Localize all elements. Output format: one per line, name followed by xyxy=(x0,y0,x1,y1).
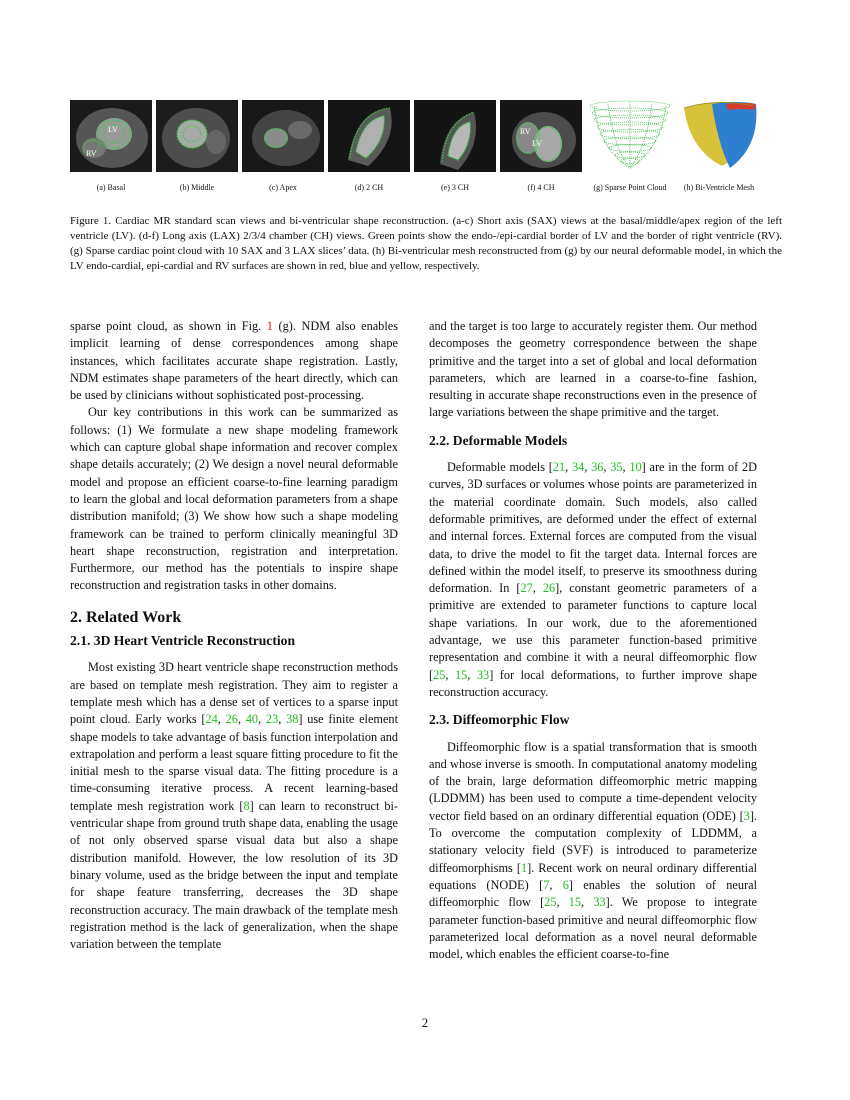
section-heading: 2. Related Work xyxy=(70,608,182,626)
rv-label-4ch: RV xyxy=(520,127,531,136)
citation-link[interactable]: 25 xyxy=(433,667,446,682)
citation-link[interactable]: 33 xyxy=(593,895,606,910)
left-column xyxy=(70,318,398,953)
subcaption-b: (b) Middle xyxy=(179,183,215,192)
mri-middle-image xyxy=(156,100,238,172)
mri-3ch-image xyxy=(414,100,496,172)
citation-link[interactable]: 27 xyxy=(520,581,533,596)
subcaption-f: (f) 4 CH xyxy=(527,183,555,192)
citation-link[interactable]: 3 xyxy=(743,808,750,823)
subcaption-h: (h) Bi-Ventricle Mesh xyxy=(683,183,755,192)
mri-apex-image xyxy=(242,100,324,172)
citation-link[interactable]: 40 xyxy=(245,712,259,727)
subsection-heading: 2.3. Diffeomorphic Flow xyxy=(429,712,570,728)
subsection-heading: 2.1. 3D Heart Ventricle Reconstruction xyxy=(70,633,296,649)
citation-link[interactable]: 23 xyxy=(265,712,279,727)
citation-link[interactable]: 15 xyxy=(568,895,582,910)
paragraph: sparse point cloud, as shown in Fig. 1 (g). NDM also enables implicit learning of dense correspondences among shape instances, which facilitates accurate shape registration. Lastly, NDM estimates shape parameters of the heart directly, which can be used by clinicians without sophisticated post-processing. xyxy=(70,319,398,403)
citation-link[interactable]: 6 xyxy=(562,877,569,892)
citation-link[interactable]: 26 xyxy=(225,712,238,727)
mri-basal-image xyxy=(70,100,152,172)
figure-caption: Figure 1. Cardiac MR standard scan views and bi-ventricular shape reconstruction. (a-c) Short axis (SAX) views at the basal/middle/apex region of the left ventricle (LV). (d-f) Long axis (LAX) 2/3/4 chamber (CH) views. Green points show the endo-/epi-cardial border of LV and the border of right ventricle (RV). (g) Sparse cardiac point cloud with 10 SAX and 3 LAX slices’ data. (h) Bi-ventricular mesh reconstructed from (g) by our neural deformable model, in which the LV endo-cardial, epi-cardial and RV surfaces are shown in red, blue and yellow, respectively. xyxy=(70,215,782,272)
paragraph: Diffeomorphic flow is a spatial transformation that is smooth and whose inverse is smooth. In computational anatomy modeling of the brain, large deformation diffeomorphic metric mapping (LDDMM) has been used to compute a time-dependent velocity vector field based on an ordinary differential equation (ODE) [3]. To overcome the computation complexity of LDDMM, a stationary velocity field (SVF) is introduced to parameterize diffeomorphisms [1]. Recent work on neural ordinary differential equations (NODE) [7, 6] enables the solution of neural diffeomorphic flow [25, 15, 33]. We propose to integrate parameter function-based primitive and neural diffeomorphic flow parameterized local deformation as a novel neural deformable model, which enables the efficient coarse-to-fine xyxy=(429,739,758,962)
citation-link[interactable]: 36 xyxy=(591,460,604,475)
right-column xyxy=(429,318,757,963)
citation-link[interactable]: 24 xyxy=(205,712,218,727)
mri-2ch-image xyxy=(328,100,410,172)
citation-link[interactable]: 1 xyxy=(520,860,528,875)
figure-ref-link[interactable]: 1 xyxy=(266,319,273,333)
citation-link[interactable]: 8 xyxy=(243,798,250,813)
lv-label-4ch: LV xyxy=(532,139,542,148)
subcaption-g: (g) Sparse Point Cloud xyxy=(593,183,667,192)
citation-link[interactable]: 25 xyxy=(544,895,557,910)
citation-link[interactable]: 33 xyxy=(476,667,490,682)
paragraph: Deformable models [21, 34, 36, 35, 10] are in the form of 2D curves, 3D surfaces or volumes whose points are parameterized in the material coordinate domain. Such models, also called deformable primitives, are deformed under the effect of external and internal forces. External forces are computed from the visual data, to drive the model to fit the target data. Internal forces are defined within the model itself, to preserve its smoothness during deformation. In [27, 26], constant geometric parameters of a primitive are extended to parameter functions to capture local shape variations. In our work, due to the aforementioned advantage, we use this parameter function-based primitive representation and combine it with a neural diffeomorphic flow [25, 15, 33] for local deformations, to further improve shape reconstruction accuracy. xyxy=(429,460,758,699)
citation-link[interactable]: 7 xyxy=(543,877,550,892)
figure-1 xyxy=(70,100,780,200)
subcaption-d: (d) 2 CH xyxy=(354,183,384,192)
subcaption-a: (a) Basal xyxy=(96,183,126,192)
citation-link[interactable]: 10 xyxy=(629,460,642,475)
citation-link[interactable]: 34 xyxy=(571,460,585,475)
subcaption-c: (c) Apex xyxy=(269,183,297,192)
subsection-heading: 2.2. Deformable Models xyxy=(429,432,568,448)
paragraph: Most existing 3D heart ventricle shape reconstruction methods are based on template mesh registration. They aim to register a template mesh which has a dense set of vertices to a sparse input point cloud. Early works [24, 26, 40, 23, 38] use finite element shape models to take advantage of basis function interpolation and extrapolation and perform a least square fitting procedure to fit the initial mesh to the sparse visual data. The fitting procedure is a time-consuming iterative process. A recent learning-based template mesh registration work [8] can learn to reconstruct bi-ventricular shape from ground truth shape data, enabling the usage of not only observed sparse visual data but also a shape distribution manifold. However, the low resolution of its 3D binary volume, used as the bridge between the input and template for shape feature transferring, decreases the 3D shape reconstruction accuracy. The main drawback of the template mesh registration method is the lack of generalization, when the shape variation between the template xyxy=(70,660,398,952)
citation-link[interactable]: 21 xyxy=(552,460,566,475)
biventricle-mesh-image xyxy=(678,100,760,172)
point-cloud-image xyxy=(586,100,674,172)
page-number: 2 xyxy=(421,1016,429,1030)
subcaption-e: (e) 3 CH xyxy=(441,183,469,192)
paragraph: and the target is too large to accurately register them. Our method decomposes the geometry correspondence between the shape primitive and the target into a set of global and local deformation parameters, which are learned in a coarse-to-fine fashion, resulting in accurate shape reconstructions even in the presence of large variations between the shape primitive and the target. xyxy=(429,319,757,420)
citation-link[interactable]: 15 xyxy=(455,667,468,682)
citation-link[interactable]: 38 xyxy=(286,712,299,727)
paragraph: Our key contributions in this work can be summarized as follows: (1) We formulate a new shape modeling framework which can capture global shape information and recover complex shape details accurately; (2) We design a novel neural deformable model and propose an efficient coarse-to-fine learning paradigm to learn the global and local deformation parameters from a shape distribution manifold; (3) We show how such a shape modeling framework can be trained to perform clinically meaningful 3D heart shape reconstruction, registration and interpretation. Furthermore, our method has the potentials to inspire shape reconstruction and registration tasks in other domains. xyxy=(70,405,398,593)
rv-label: RV xyxy=(86,149,97,158)
lv-label: LV xyxy=(108,125,118,134)
citation-link[interactable]: 26 xyxy=(542,581,556,596)
mri-4ch-image xyxy=(500,100,582,172)
citation-link[interactable]: 35 xyxy=(610,460,623,475)
